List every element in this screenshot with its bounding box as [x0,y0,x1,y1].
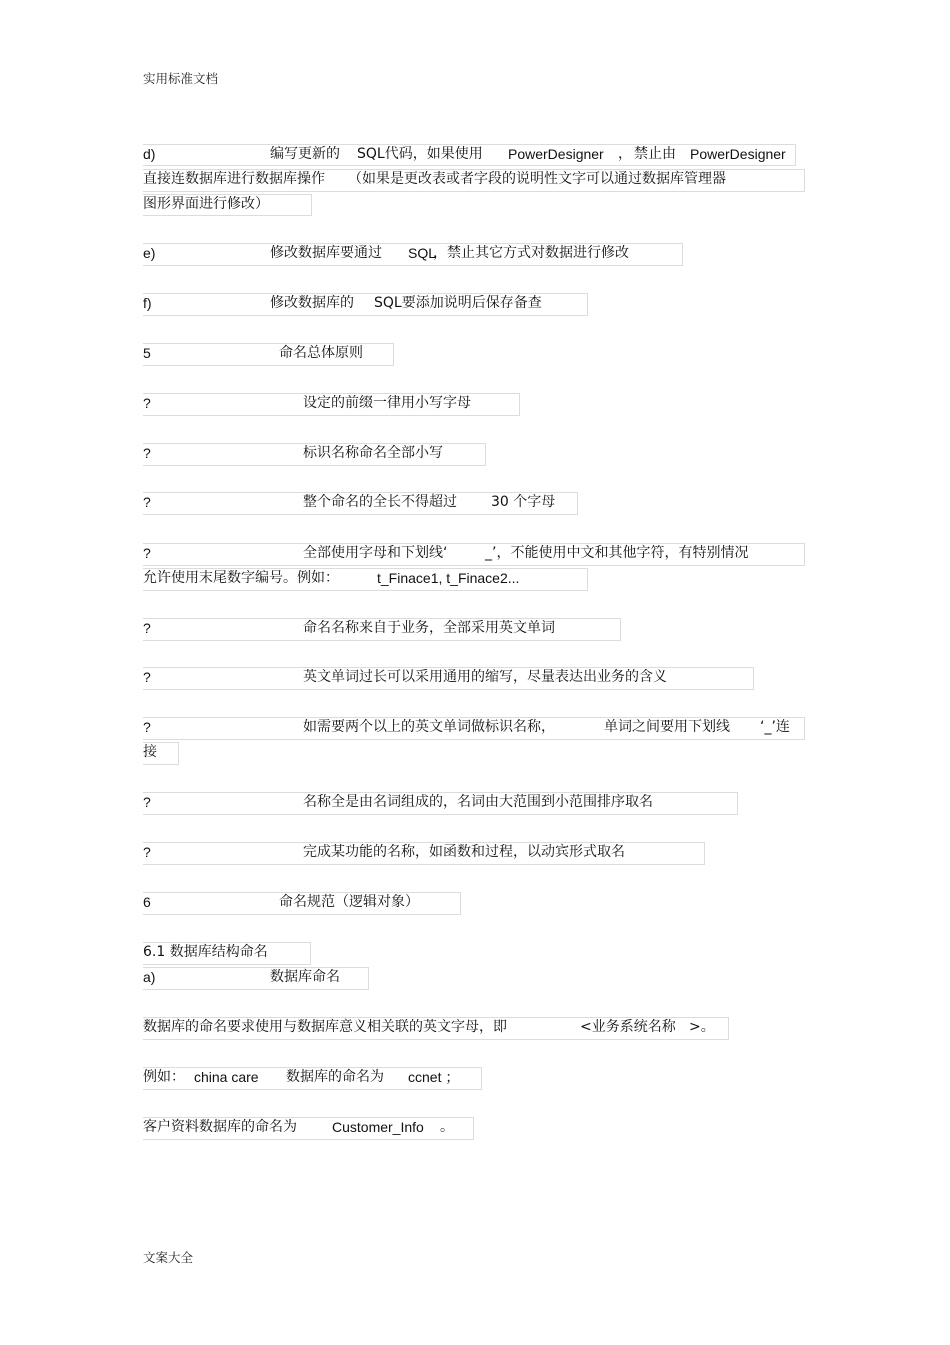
bullet-text: 整个命名的全长不得超过 [303,494,457,510]
bullet-marker: ? [143,844,151,860]
text-span: （如果是更改表或者字段的说明性文字可以通过数据库管理器 [348,171,726,187]
bullet-text: 设定的前缀一律用小写字母 [303,395,471,411]
bullet-text: 如需要两个以上的英文单词做标识名称， [303,719,555,735]
bullet-text: 标识名称命名全部小写 [303,445,443,461]
text-span: PowerDesigner [508,146,604,162]
paragraph-text: 。 [440,1119,454,1135]
bullet-text: 英文单词过长可以采用通用的缩写，尽量表达出业务的含义 [303,669,667,685]
bullet-marker: ? [143,794,151,810]
paragraph-text: 例如： [143,1069,185,1085]
bullet-marker: ? [143,545,151,561]
text-span: PowerDesigner [690,146,786,162]
bullet-text: 允许使用末尾数字编号。例如： [143,570,339,586]
text-span: ， [618,146,632,162]
bullet-text: 命名名称来自于业务，全部采用英文单词 [303,620,555,636]
bullet-text: ‘_’连 [760,719,790,735]
text-span: 编写更新的 [270,146,340,162]
bullet-text: 全部使用字母和下划线‘ [303,545,448,561]
paragraph-text: 数据库的命名为 [286,1069,384,1085]
bullet-marker: ? [143,669,151,685]
paragraph-text: 客户资料数据库的命名为 [143,1119,297,1135]
text-span: SQL [408,245,437,261]
section-title: 命名总体原则 [279,345,363,361]
text-span: 禁止由 [634,146,676,162]
text-span: ，禁止其它方式对数据进行修改 [433,245,629,261]
text-span: SQL代码，如果使用 [357,146,483,162]
bullet-text: 单词之间要用下划线 [604,719,730,735]
section-title: 命名规范（逻辑对象） [279,894,419,910]
section-number: 5 [143,345,151,361]
text-span: 直接连数据库进行数据库操作 [143,171,325,187]
paragraph-text: ccnet ； [408,1069,460,1085]
page-footer: 文案大全 [143,1250,194,1265]
bullet-text: 完成某功能的名称，如函数和过程，以动宾形式取名 [303,844,625,860]
list-marker: f) [143,295,152,311]
bullet-marker: ? [143,395,151,411]
bullet-text: 30 个字母 [491,494,556,510]
text-span: 修改数据库要通过 [270,245,382,261]
bullet-marker: ? [143,494,151,510]
bullet-text: t_Finace1, t_Finace2... [377,570,520,586]
bullet-marker: ? [143,445,151,461]
item-title: 数据库命名 [270,969,340,985]
text-span: 修改数据库的 [270,295,354,311]
text-span: 图形界面进行修改） [143,196,269,212]
bullet-marker: ? [143,620,151,636]
list-marker: a) [143,969,156,985]
paragraph-text: Customer_Info [332,1119,424,1135]
bullet-text: _’，不能使用中文和其他字符，有特别情况 [485,545,749,561]
paragraph-text: <业务系统名称 [580,1019,676,1035]
paragraph-text: >。 [689,1019,715,1035]
section-number: 6 [143,894,151,910]
list-marker: e) [143,245,156,261]
bullet-marker: ? [143,719,151,735]
paragraph-text: 数据库的命名要求使用与数据库意义相关联的英文字母，即 [143,1019,507,1035]
list-marker: d) [143,146,156,162]
paragraph-text: china care [194,1069,259,1085]
bullet-text: 名称全是由名词组成的，名词由大范围到小范围排序取名 [303,794,653,810]
subsection-title: 6.1 数据库结构命名 [143,944,268,960]
text-span: SQL要添加说明后保存备查 [374,295,542,311]
bullet-text: 接 [143,744,157,760]
page-header: 实用标准文档 [143,71,219,86]
